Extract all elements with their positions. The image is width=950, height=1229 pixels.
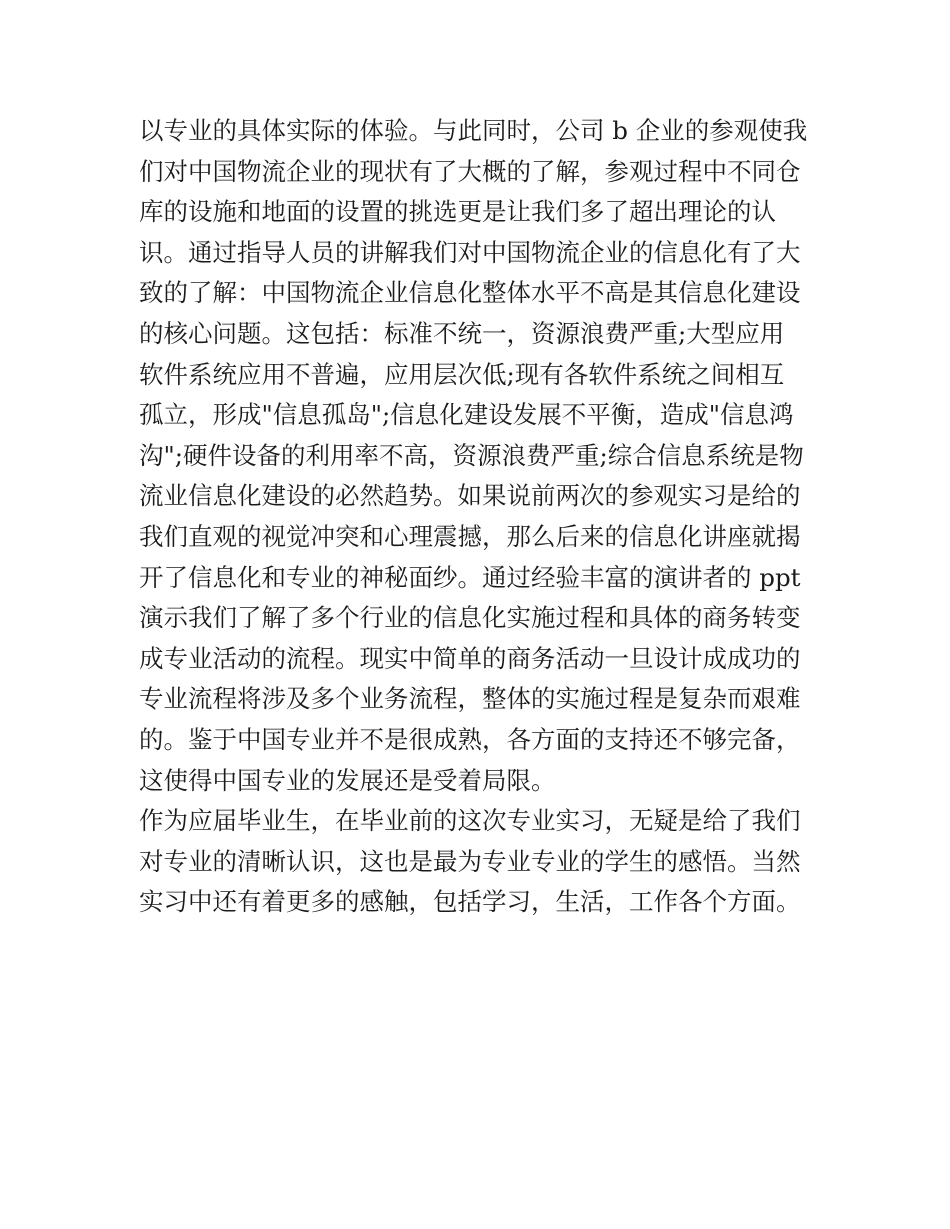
text-line: 们对中国物流企业的现状有了大概的了解，参观过程中不同仓: [139, 156, 801, 186]
text-line: 以专业的具体实际的体验。与此同时，公司 b 企业的参观使我: [139, 116, 808, 145]
text-line: 库的设施和地面的设置的挑选更是让我们多了超出理论的认: [139, 197, 776, 227]
text-line: 沟";硬件设备的利用率不高，资源浪费严重;综合信息系统是物: [139, 440, 804, 470]
body-text: [139, 111, 819, 923]
text-line: 开了信息化和专业的神秘面纱。通过经验丰富的演讲者的 ppt: [139, 562, 801, 592]
text-line: 识。通过指导人员的讲解我们对中国物流企业的信息化有了大: [139, 237, 801, 267]
text-line: 致的了解：中国物流企业信息化整体水平不高是其信息化建设: [139, 278, 801, 308]
text-line: 的。鉴于中国专业并不是很成熟，各方面的支持还不够完备，: [139, 724, 801, 754]
text-line: 流业信息化建设的必然趋势。如果说前两次的参观实习是给的: [139, 481, 801, 511]
text-line: 我们直观的视觉冲突和心理震撼，那么后来的信息化讲座就揭: [139, 521, 801, 551]
text-line: 对专业的清晰认识，这也是最为专业专业的学生的感悟。当然: [139, 846, 801, 876]
text-line: 的核心问题。这包括：标准不统一，资源浪费严重;大型应用: [139, 318, 785, 348]
text-line: 这使得中国专业的发展还是受着局限。: [139, 765, 556, 795]
text-line: 实习中还有着更多的感触，包括学习，生活，工作各个方面。: [139, 887, 801, 917]
text-line: 孤立，形成"信息孤岛";信息化建设发展不平衡，造成"信息鸿: [139, 400, 794, 430]
text-line: 成专业活动的流程。现实中简单的商务活动一旦设计成成功的: [139, 643, 801, 673]
text-line: 软件系统应用不普遍，应用层次低;现有各软件系统之间相互: [139, 359, 785, 389]
text-line: 专业流程将涉及多个业务流程，整体的实施过程是复杂而艰难: [139, 684, 801, 714]
text-line: 作为应届毕业生，在毕业前的这次专业实习，无疑是给了我们: [139, 806, 801, 836]
text-line: 演示我们了解了多个行业的信息化实施过程和具体的商务转变: [139, 603, 801, 633]
